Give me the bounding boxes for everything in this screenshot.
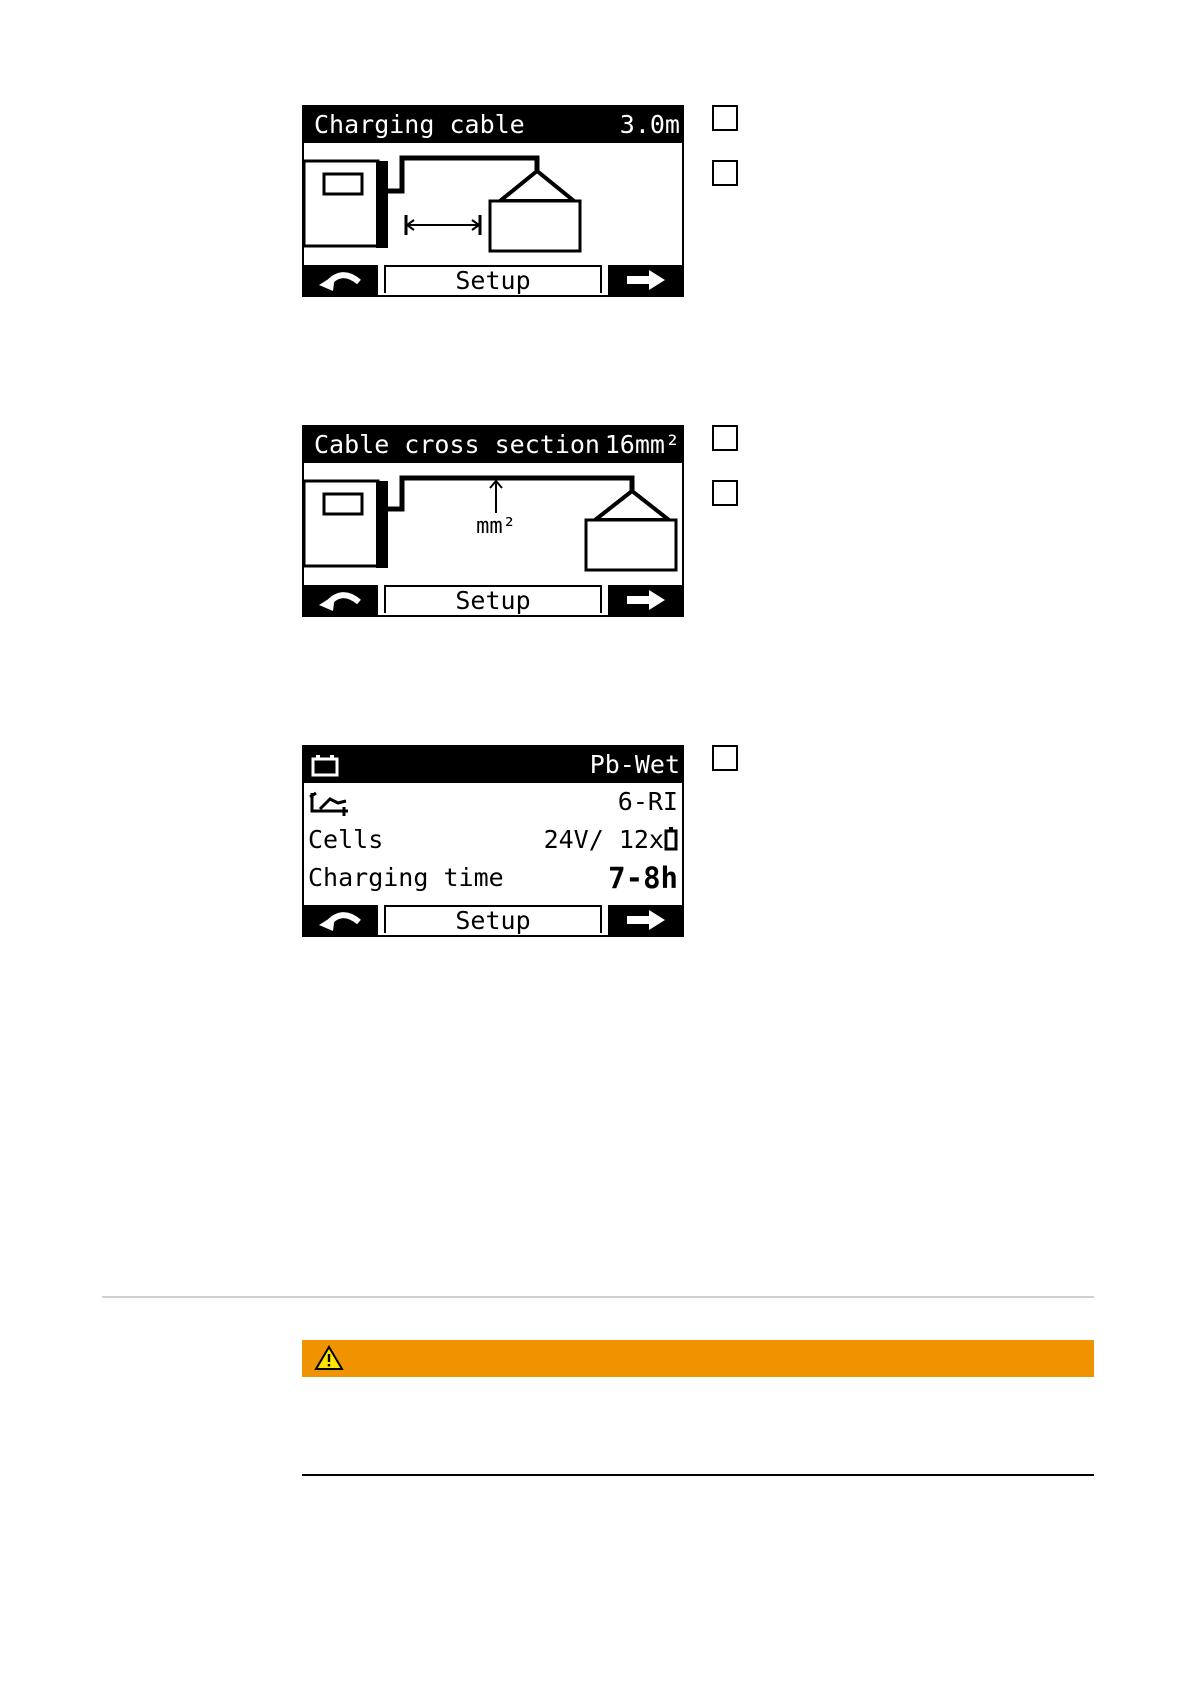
right-arrow-icon bbox=[623, 589, 667, 611]
display-battery-summary bbox=[302, 745, 684, 937]
step-checkbox[interactable] bbox=[712, 160, 738, 186]
back-softkey[interactable] bbox=[304, 905, 378, 935]
setup-softkey[interactable]: Setup bbox=[384, 585, 602, 613]
step-checkbox[interactable] bbox=[712, 105, 738, 131]
battery-cell-icon bbox=[664, 827, 678, 851]
cells-label: Cells bbox=[308, 825, 384, 854]
battery-icon bbox=[310, 747, 340, 783]
cross-section-arrow-icon bbox=[490, 481, 502, 513]
length-dimension-icon bbox=[406, 215, 480, 235]
cable-line bbox=[388, 478, 632, 509]
display-title-bar bbox=[304, 107, 682, 143]
display-title-bar bbox=[304, 747, 682, 783]
charging-time-row bbox=[308, 859, 678, 897]
warning-triangle-icon bbox=[314, 1345, 344, 1371]
cable-length-diagram bbox=[304, 143, 682, 259]
softkey-bar bbox=[304, 905, 682, 935]
step-checkbox[interactable] bbox=[712, 745, 738, 771]
back-softkey[interactable] bbox=[304, 585, 378, 615]
warning-end-rule bbox=[302, 1474, 1094, 1476]
back-arrow-icon bbox=[317, 269, 365, 291]
softkey-bar bbox=[304, 585, 682, 615]
battery-icon bbox=[490, 201, 580, 251]
cells-value: 24V/ 12x bbox=[543, 825, 664, 854]
warning-bar bbox=[302, 1340, 1094, 1377]
charge-curve-value: 6-RI bbox=[617, 787, 678, 816]
battery-clamp-icon bbox=[500, 171, 574, 201]
cross-section-unit-label: mm² bbox=[476, 514, 516, 539]
charging-time-label: Charging time bbox=[308, 863, 504, 892]
cable-line bbox=[388, 158, 537, 191]
charging-time-value: 7-8h bbox=[608, 861, 678, 895]
cable-cross-section-diagram bbox=[304, 463, 682, 579]
step-checkbox[interactable] bbox=[712, 425, 738, 451]
display-value: 3.0m bbox=[619, 110, 680, 139]
display-title-bar bbox=[304, 427, 682, 463]
battery-icon bbox=[586, 520, 676, 570]
next-softkey[interactable] bbox=[608, 265, 682, 295]
setup-softkey[interactable]: Setup bbox=[384, 905, 602, 933]
charger-device-icon bbox=[304, 161, 388, 248]
battery-type: Pb-Wet bbox=[589, 750, 680, 779]
section-separator bbox=[102, 1296, 1094, 1298]
right-arrow-icon bbox=[623, 269, 667, 291]
right-arrow-icon bbox=[623, 909, 667, 931]
cells-row bbox=[308, 821, 678, 859]
setup-softkey[interactable]: Setup bbox=[384, 265, 602, 293]
softkey-bar bbox=[304, 265, 682, 295]
display-charging-cable bbox=[302, 105, 684, 297]
charger-device-icon bbox=[304, 481, 388, 568]
display-cable-cross-section bbox=[302, 425, 684, 617]
battery-clamp-icon bbox=[595, 491, 669, 520]
charge-curve-row bbox=[308, 783, 678, 821]
back-arrow-icon bbox=[317, 909, 365, 931]
display-title: Charging cable bbox=[314, 110, 525, 139]
step-checkbox[interactable] bbox=[712, 480, 738, 506]
next-softkey[interactable] bbox=[608, 585, 682, 615]
back-arrow-icon bbox=[317, 589, 365, 611]
display-value: 16mm² bbox=[604, 430, 680, 459]
charge-curve-icon bbox=[308, 783, 352, 821]
back-softkey[interactable] bbox=[304, 265, 378, 295]
next-softkey[interactable] bbox=[608, 905, 682, 935]
display-title: Cable cross section bbox=[314, 430, 600, 459]
